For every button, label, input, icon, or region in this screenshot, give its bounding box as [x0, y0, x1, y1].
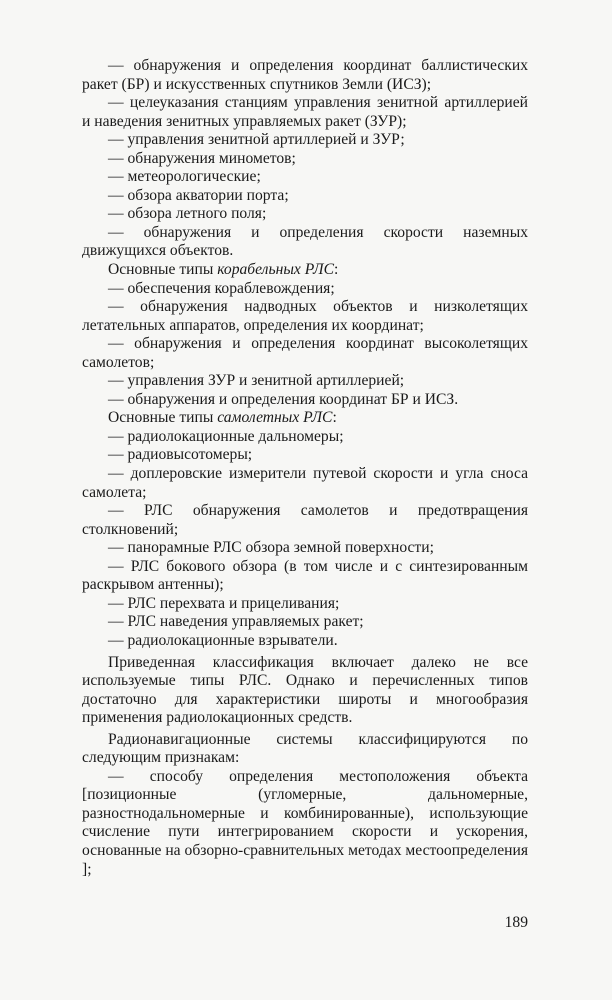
list-item: — обнаружения и определения координат баллистических ракет (БР) и искусственных спутников Земли (ИСЗ); [82, 57, 528, 93]
body-text [82, 57, 528, 879]
list-item: — обнаружения и определения координат БР и ИСЗ. [108, 390, 459, 408]
list-item: — РЛС бокового обзора (в том числе и с синтезированным раскрывом антенны); [82, 557, 528, 594]
list-item: — радиовысотомеры; [108, 446, 253, 464]
list-item: — обеспечения кораблевождения; [108, 279, 335, 297]
list-item: — РЛС перехвата и прицеливания; [108, 594, 340, 612]
heading-colon: : [332, 409, 337, 427]
list-item: — радиолокационные дальномеры; [108, 427, 344, 445]
list-item: — управления зенитной артиллерией и ЗУР; [108, 131, 405, 149]
list-item: — способу определения местоположения объекта [позиционные (угломерные, дальномерные, разностнодальномерные и комбинированные), использующие счисление пути интегрированием скорости и ускорения, основанные на обзорно-сравнительных методах местоопределения ]; [82, 767, 528, 878]
list-item: — целеуказания станциям управления зенитной артиллерией и наведения зенитных управляемых ракет (ЗУР); [82, 94, 528, 130]
page-number: 189 [504, 914, 528, 931]
heading-term: корабельных РЛС [217, 261, 334, 279]
list-item: — доплеровские измерители путевой скорости и угла сноса самолета; [82, 465, 528, 501]
list-item: — панорамные РЛС обзора земной поверхности; [108, 539, 434, 557]
list-item: — метеорологические; [108, 168, 261, 186]
heading-prefix: Основные типы [108, 261, 218, 279]
paragraph-radionav: Радионавигационные системы классифицируются по следующим признакам: [82, 730, 528, 767]
list-item: — обнаружения минометов; [108, 149, 296, 167]
paragraph-classification: Приведенная классификация включает далеко не все используемые типы РЛС. Однако и перечисленных типов достаточно для характеристики широты и многообразия применения радиолокационных средств. [82, 653, 528, 727]
list-item: — управления ЗУР и зенитной артиллерией; [108, 372, 405, 390]
list-item: — РЛС обнаружения самолетов и предотвращения столкновений; [82, 502, 528, 538]
heading-term: самолетных РЛС [217, 409, 333, 427]
list-item: — радиолокационные взрыватели. [108, 631, 338, 649]
list-item: — обзора летного поля; [108, 205, 267, 223]
list-item: — обнаружения и определения координат высоколетящих самолетов; [82, 335, 528, 371]
list-item: — обнаружения и определения скорости наземных движущихся объектов. [82, 223, 528, 260]
section-heading-ship-radars [82, 261, 528, 280]
list-item: — РЛС наведения управляемых ракет; [108, 613, 364, 631]
section-heading-aircraft-radars [82, 409, 528, 428]
heading-colon: : [333, 261, 339, 279]
heading-prefix: Основные типы [108, 409, 218, 427]
list-item: — обнаружения надводных объектов и низколетящих летательных аппаратов, определения их координат; [82, 298, 528, 334]
list-item: — обзора акватории порта; [108, 186, 289, 204]
